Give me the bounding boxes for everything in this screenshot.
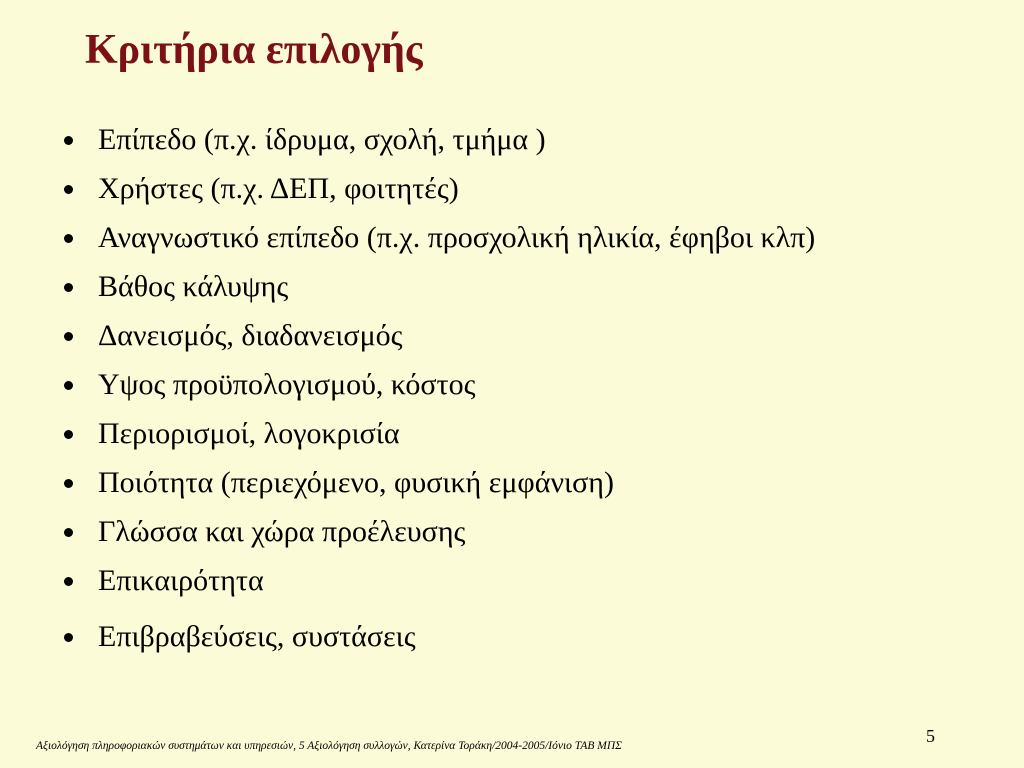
bullet-item-reading-level xyxy=(58,219,998,268)
slide-title: Κριτήρια επιλογής xyxy=(85,27,423,73)
bullet-point-icon xyxy=(64,332,73,341)
bullet-text: Χρήστες (π.χ. ΔΕΠ, φοιτητές) xyxy=(98,172,459,205)
bullet-text: Περιορισμοί, λογοκρισία xyxy=(98,417,400,450)
bullet-text: Υψος προϋπολογισμού, κόστος xyxy=(98,368,476,401)
bullet-item-budget xyxy=(58,366,998,415)
bullet-point-icon xyxy=(64,633,73,642)
bullet-item-level xyxy=(58,121,998,170)
bullet-text: Επικαιρότητα xyxy=(98,564,264,597)
bullet-text: Δανεισμός, διαδανεισμός xyxy=(98,319,403,352)
bullet-point-icon xyxy=(64,136,73,145)
bullet-item-restrictions xyxy=(58,415,998,464)
bullet-text: Επιβραβεύσεις, συστάσεις xyxy=(98,620,416,653)
bullet-text: Αναγνωστικό επίπεδο (π.χ. προσχολική ηλικία, έφηβοι κλπ) xyxy=(98,221,816,254)
bullet-text: Γλώσσα και χώρα προέλευσης xyxy=(98,515,466,548)
bullet-list xyxy=(58,121,998,667)
bullet-point-icon xyxy=(64,283,73,292)
bullet-text: Βάθος κάλυψης xyxy=(98,270,289,303)
bullet-point-icon xyxy=(64,185,73,194)
bullet-item-awards xyxy=(58,618,998,667)
page-number: 5 xyxy=(926,726,935,746)
bullet-item-language xyxy=(58,513,998,562)
footer-caption: Αξιολόγηση πληροφοριακών συστημάτων και υπηρεσιών, 5 Αξιολόγηση συλλογών, Κατερίνα Τοράκη/2004-2005/Ιόνιο ΤΑΒ ΜΠΣ xyxy=(36,740,622,752)
bullet-point-icon xyxy=(64,381,73,390)
bullet-text: Ποιότητα (περιεχόμενο, φυσική εμφάνιση) xyxy=(98,466,614,499)
bullet-item-timeliness xyxy=(58,562,998,611)
bullet-item-coverage-depth xyxy=(58,268,998,317)
bullet-point-icon xyxy=(64,528,73,537)
bullet-text: Επίπεδο (π.χ. ίδρυμα, σχολή, τμήμα ) xyxy=(98,123,546,156)
bullet-point-icon xyxy=(64,577,73,586)
bullet-item-quality xyxy=(58,464,998,513)
bullet-item-lending xyxy=(58,317,998,366)
bullet-point-icon xyxy=(64,234,73,243)
bullet-item-users xyxy=(58,170,998,219)
bullet-point-icon xyxy=(64,430,73,439)
bullet-point-icon xyxy=(64,479,73,488)
